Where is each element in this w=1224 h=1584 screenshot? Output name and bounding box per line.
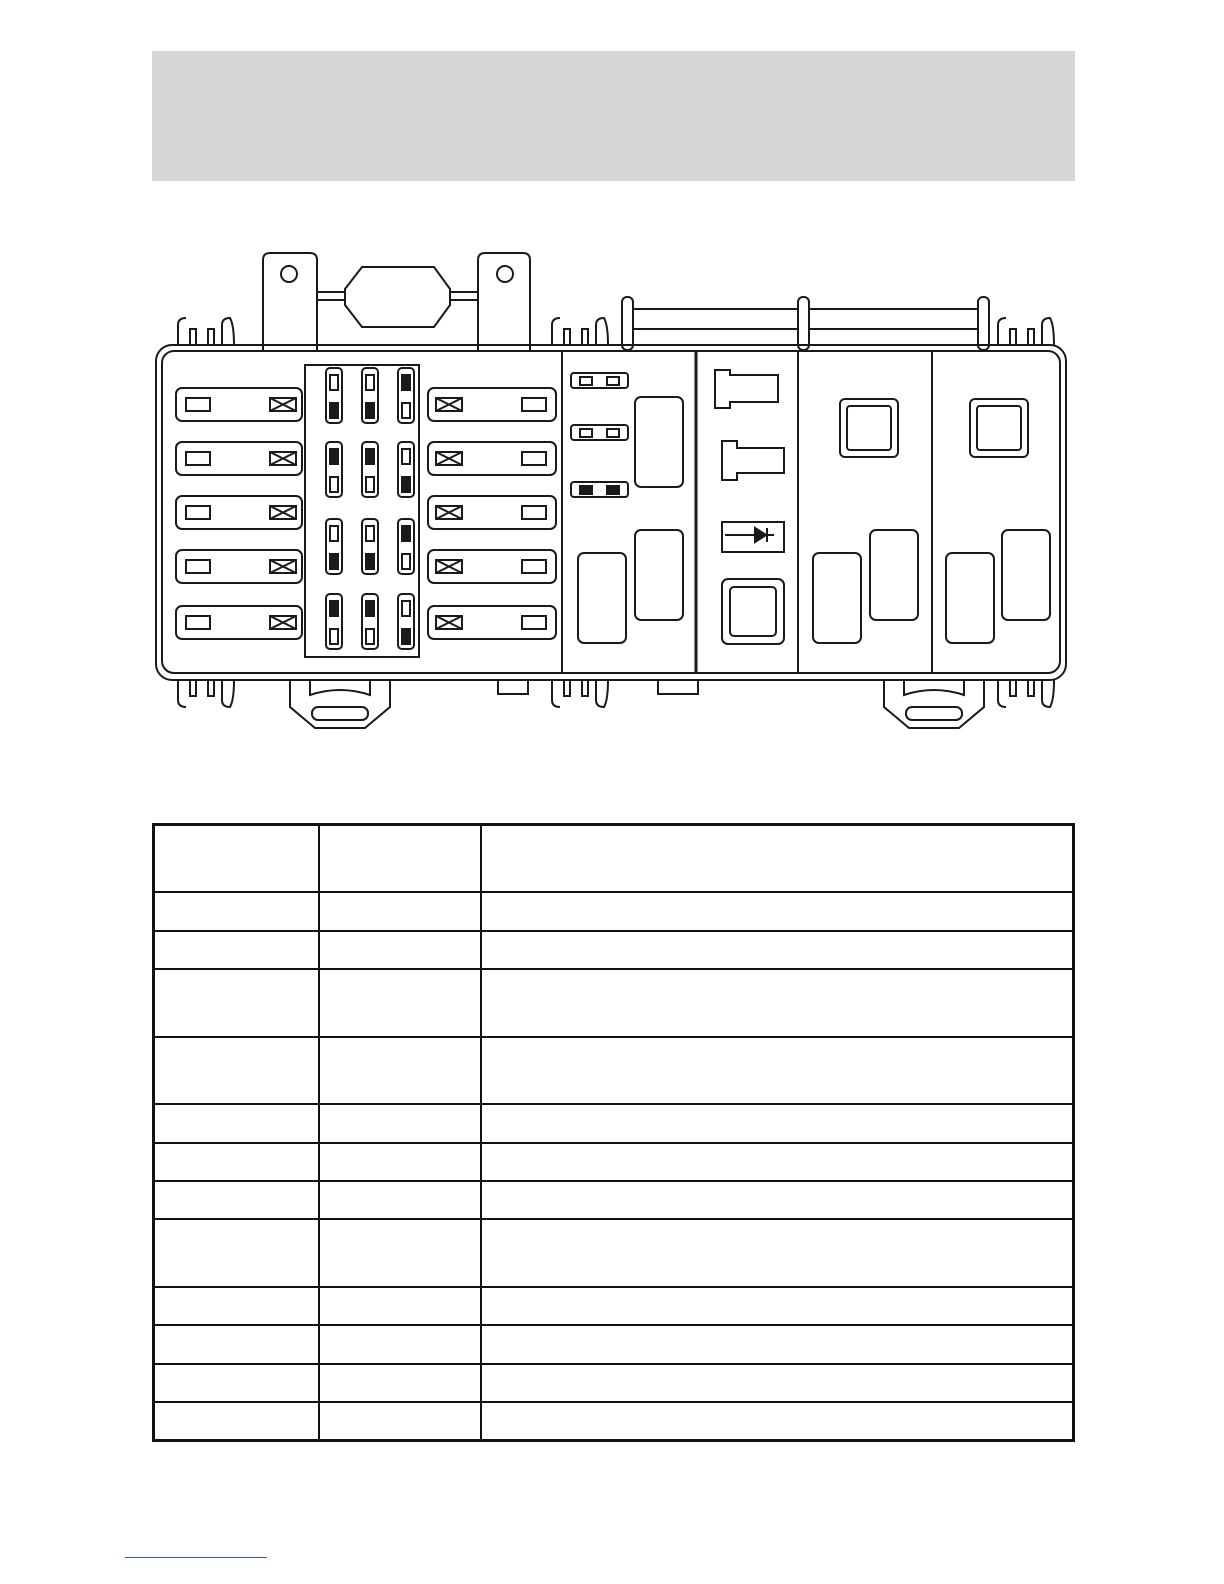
table-cell [154,1037,319,1105]
table-cell [154,892,319,930]
table-cell [319,931,481,969]
table-row [154,931,1074,969]
table-row [154,825,1074,893]
table-cell [154,1143,319,1181]
relay-section-a [571,373,683,643]
table-cell [319,1364,481,1402]
diode-section [715,370,784,644]
table-row [154,1143,1074,1181]
table-cell [319,1219,481,1287]
table-cell [319,1287,481,1325]
relay-section-c [946,399,1050,643]
relay-section-b [813,399,918,643]
table-cell [481,1325,1074,1363]
table-cell [154,1364,319,1402]
table-cell [154,931,319,969]
table-cell [319,969,481,1037]
footer-rule [125,1557,267,1558]
table-row [154,1325,1074,1363]
power-distribution-box-diagram [150,245,1070,735]
table-cell [481,931,1074,969]
table-cell [481,1143,1074,1181]
table-cell [319,1325,481,1363]
table-cell [481,969,1074,1037]
table-cell [319,1181,481,1219]
table-cell [481,1364,1074,1402]
table-row [154,1287,1074,1325]
table-row [154,1364,1074,1402]
table-row [154,1402,1074,1441]
table-cell [319,1037,481,1105]
bottom-latch-left [290,680,390,728]
table-cell [319,1402,481,1441]
table-cell [319,1104,481,1142]
table-cell [154,1104,319,1142]
table-cell [154,1287,319,1325]
table-row [154,892,1074,930]
maxi-fuses-left [176,388,302,639]
table-cell [319,1143,481,1181]
table-cell [481,1037,1074,1105]
table-cell [481,1402,1074,1441]
mini-fuse-block [305,365,419,657]
bottom-latch-right [884,680,984,728]
top-clips [178,318,1054,345]
fuse-table [152,823,1075,1442]
table-cell [481,825,1074,893]
table-cell [154,1219,319,1287]
maxi-fuses-right [428,388,556,639]
table-cell [319,825,481,893]
table-row [154,1104,1074,1142]
table-cell [154,825,319,893]
table-row [154,1037,1074,1105]
table-cell [154,969,319,1037]
table-cell [481,1219,1074,1287]
table-cell [481,1287,1074,1325]
table-row [154,1219,1074,1287]
table-row [154,1181,1074,1219]
mounting-ear-left [263,253,317,350]
table-cell [154,1402,319,1441]
table-cell [154,1181,319,1219]
table-cell [481,1181,1074,1219]
table-cell [154,1325,319,1363]
top-rail [622,297,989,350]
table-cell [481,1104,1074,1142]
table-cell [481,892,1074,930]
table-cell [319,892,481,930]
fuse-table-body [154,825,1074,1441]
cable-connector-icon [317,267,478,327]
table-row [154,969,1074,1037]
header-band [152,51,1075,181]
mounting-ear-right [478,253,530,350]
